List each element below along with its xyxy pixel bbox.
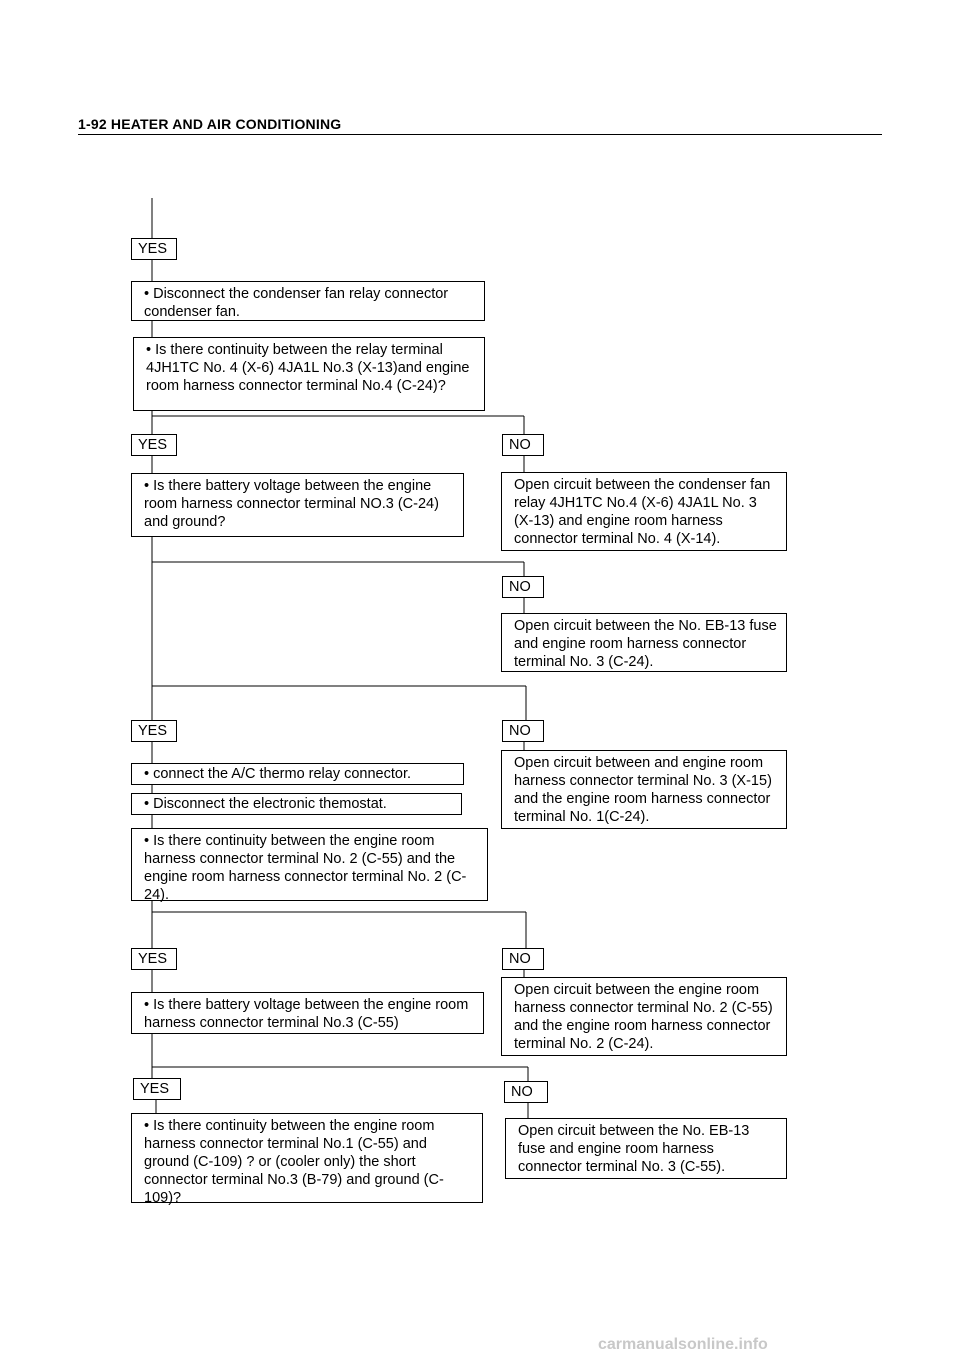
no-label: NO: [502, 434, 544, 456]
step-disconnect-relay: • Disconnect the condenser fan relay connector condenser fan.: [131, 281, 485, 321]
result-open-circuit-fuse-c55: Open circuit between the No. EB-13 fuse and engine room harness connector terminal No. 3 (C-55).: [505, 1118, 787, 1179]
step-check-voltage-c24: • Is there battery voltage between the engine room harness connector terminal NO.3 (C-24) and ground?: [131, 473, 464, 537]
no-label: NO: [502, 720, 544, 742]
step-check-continuity-ground: • Is there continuity between the engine room harness connector terminal No.1 (C-55) and ground (C-109) ? or (cooler only) the short connector terminal No.3 (B-79) and ground (C-109)?: [131, 1113, 483, 1203]
yes-label: YES: [131, 434, 177, 456]
result-open-circuit-relay: Open circuit between the condenser fan relay 4JH1TC No.4 (X-6) 4JA1L No. 3 (X-13) and engine room harness connector terminal No. 4 (X-14).: [501, 472, 787, 551]
no-label: NO: [504, 1081, 548, 1103]
step-disconnect-thermostat: • Disconnect the electronic themostat.: [131, 793, 462, 815]
result-open-circuit-fuse-c24: Open circuit between the No. EB-13 fuse and engine room harness connector terminal No. 3 (C-24).: [501, 613, 787, 672]
step-check-continuity-c55-c24: • Is there continuity between the engine room harness connector terminal No. 2 (C-55) and the engine room harness connector terminal No. 2 (C-24).: [131, 828, 488, 901]
step-check-continuity-relay: • Is there continuity between the relay terminal 4JH1TC No. 4 (X-6) 4JA1L No.3 (X-13)and engine room harness connector terminal No.4 (C-24)?: [133, 337, 485, 411]
yes-label: YES: [133, 1078, 181, 1100]
no-label: NO: [502, 576, 544, 598]
yes-label: YES: [131, 948, 177, 970]
yes-label: YES: [131, 238, 177, 260]
result-open-circuit-x15: Open circuit between and engine room harness connector terminal No. 3 (X-15) and the engine room harness connector terminal No. 1(C-24).: [501, 750, 787, 829]
yes-label: YES: [131, 720, 177, 742]
no-label: NO: [502, 948, 544, 970]
watermark: carmanualsonline.info: [598, 1336, 768, 1353]
step-connect-thermo-relay: • connect the A/C thermo relay connector.: [131, 763, 464, 785]
page-header: 1-92 HEATER AND AIR CONDITIONING: [78, 116, 342, 132]
result-open-circuit-c55-c24: Open circuit between the engine room harness connector terminal No. 2 (C-55) and the engine room harness connector terminal No. 2 (C-24).: [501, 977, 787, 1056]
step-check-voltage-c55: • Is there battery voltage between the engine room harness connector terminal No.3 (C-55): [131, 992, 484, 1034]
